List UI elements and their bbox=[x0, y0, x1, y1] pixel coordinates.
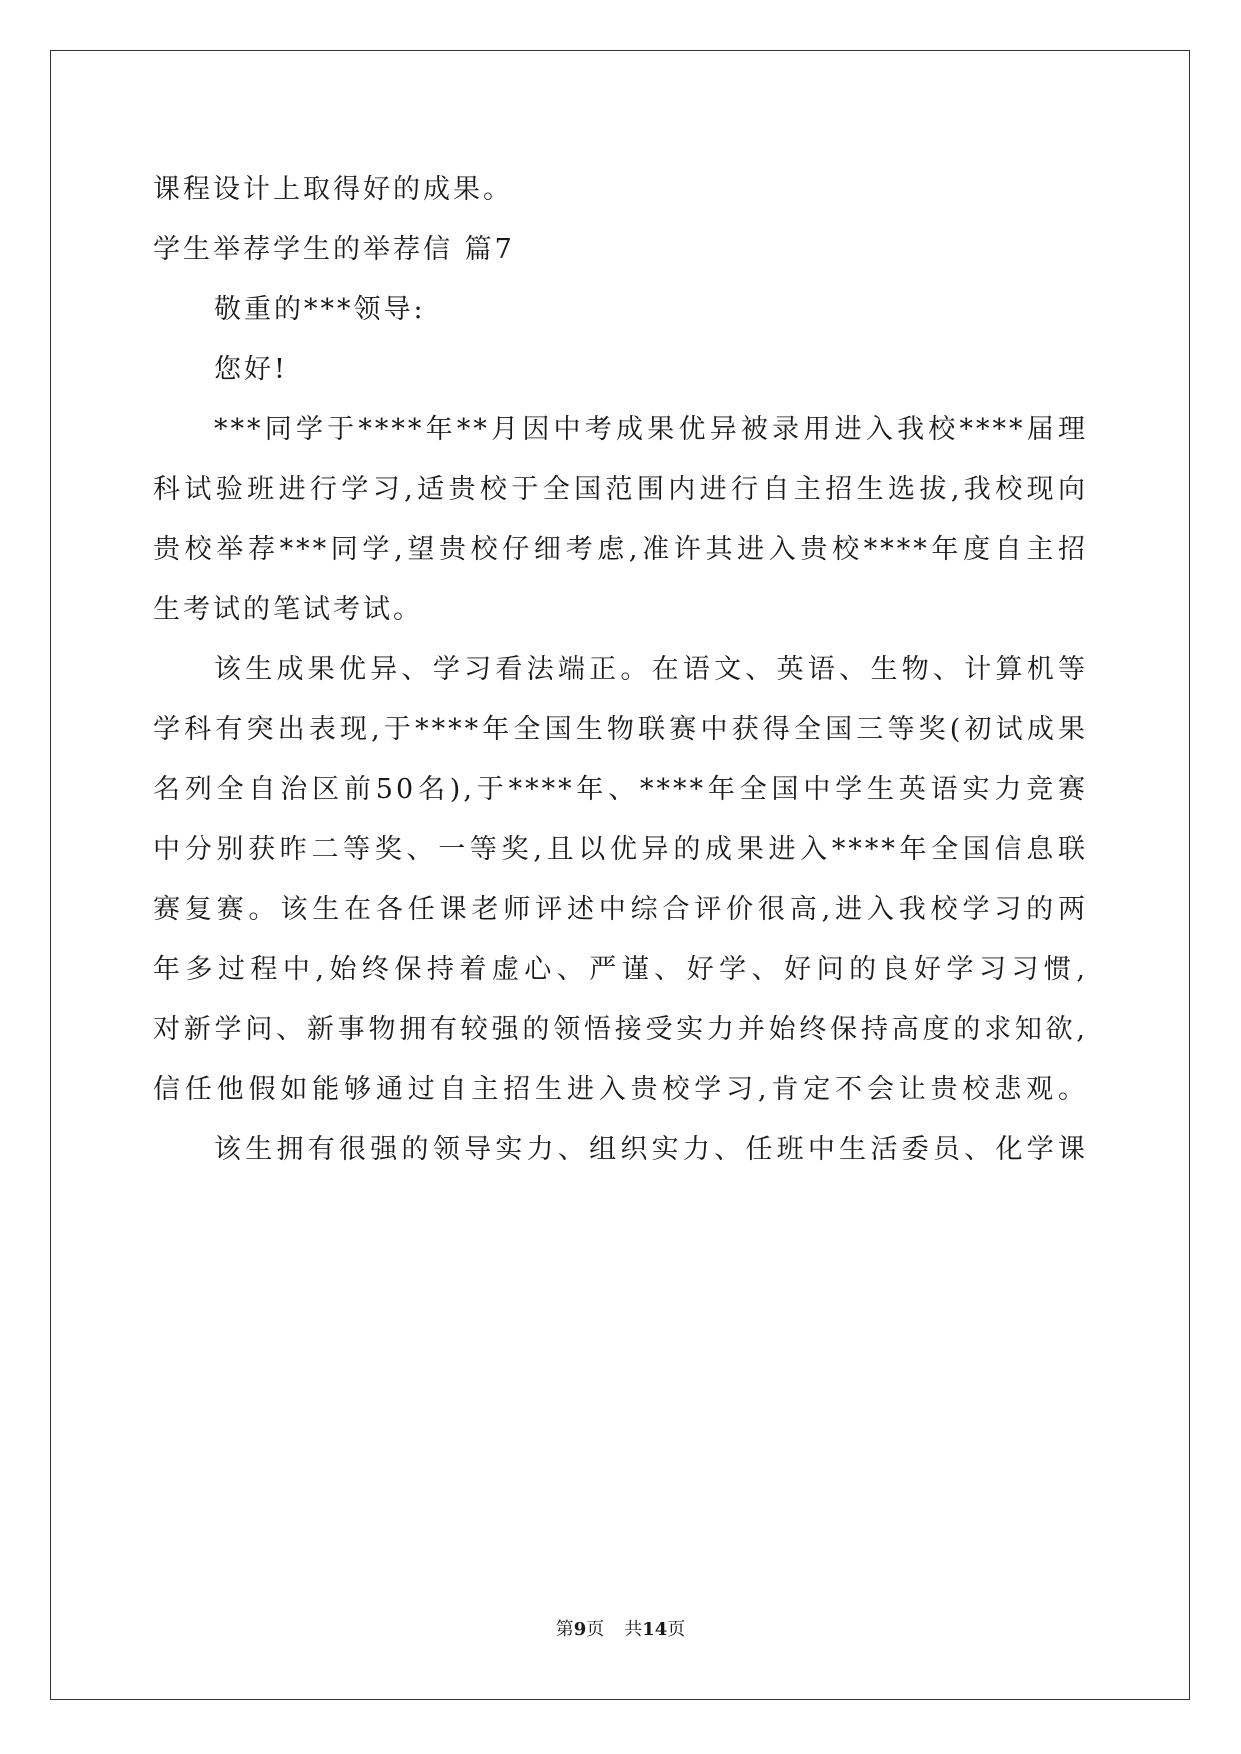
salutation: 敬重的***领导: bbox=[214, 294, 426, 325]
total-pages: 14 bbox=[642, 1619, 668, 1640]
page-footer bbox=[0, 1615, 1241, 1641]
paragraph-line: 贵校举荐***同学,望贵校仔细考虑,准许其进入贵校****年度自主招 bbox=[153, 534, 1088, 565]
page-number: 9 bbox=[573, 1619, 587, 1640]
paragraph-line: 生考试的笔试考试。 bbox=[153, 594, 423, 625]
paragraph-line: 名列全自治区前50名),于****年、****年全国中学生英语实力竞赛 bbox=[153, 774, 1088, 805]
paragraph-line: 该生成果优异、学习看法端正。在语文、英语、生物、计算机等 bbox=[214, 654, 1088, 685]
footer-prefix: 第 bbox=[555, 1619, 574, 1640]
section-heading: 学生举荐学生的举荐信 篇7 bbox=[153, 234, 515, 265]
paragraph-line: 对新学问、新事物拥有较强的领悟接受实力并始终保持高度的求知欲, bbox=[153, 1014, 1088, 1045]
greeting: 您好! bbox=[214, 354, 288, 385]
paragraph-line: 中分别获昨二等奖、一等奖,且以优异的成果进入****年全国信息联 bbox=[153, 834, 1088, 865]
paragraph-line: 课程设计上取得好的成果。 bbox=[153, 174, 513, 205]
paragraph-line: 年多过程中,始终保持着虚心、严谨、好学、好问的良好学习习惯, bbox=[153, 954, 1088, 985]
footer-page-suffix: 页 bbox=[586, 1619, 605, 1640]
footer-total-prefix: 共 bbox=[624, 1619, 643, 1640]
paragraph-line: 学科有突出表现,于****年全国生物联赛中获得全国三等奖(初试成果 bbox=[153, 714, 1088, 745]
paragraph-line: ***同学于****年**月因中考成果优异被录用进入我校****届理 bbox=[214, 414, 1088, 445]
paragraph-line: 该生拥有很强的领导实力、组织实力、任班中生活委员、化学课 bbox=[214, 1134, 1088, 1165]
document-body bbox=[153, 160, 1088, 1180]
footer-total-suffix: 页 bbox=[667, 1619, 686, 1640]
paragraph-line: 赛复赛。该生在各任课老师评述中综合评价很高,进入我校学习的两 bbox=[153, 894, 1088, 925]
paragraph-line: 信任他假如能够通过自主招生进入贵校学习,肯定不会让贵校悲观。 bbox=[153, 1074, 1088, 1105]
paragraph-line: 科试验班进行学习,适贵校于全国范围内进行自主招生选拔,我校现向 bbox=[153, 474, 1088, 505]
